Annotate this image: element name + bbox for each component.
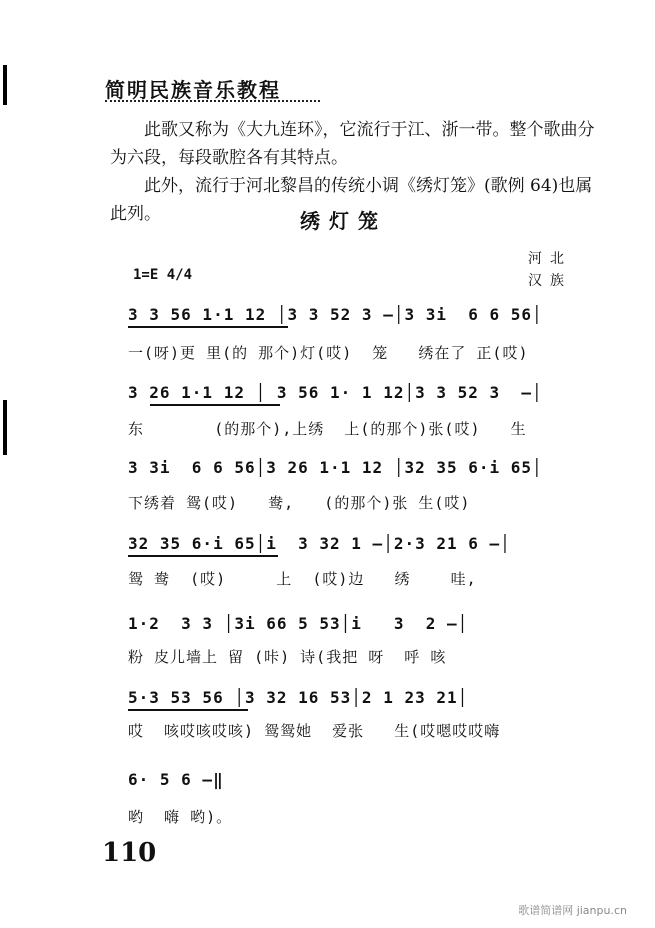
notation-line-4: 32 35 6·i 65│i 3 32 1 —│2·3 21 6 —│ xyxy=(128,534,511,553)
beam xyxy=(128,709,248,711)
beam xyxy=(150,404,280,406)
paragraph-1: 此歌又称为《大九连环》，它流行于江、浙一带。整个歌曲分为六段，每段歌腔各有其特点。 xyxy=(110,120,595,168)
watermark: 歌谱简谱网 jianpu.cn xyxy=(518,904,627,917)
lyric-line-6: 哎 咳哎咳哎咳) 鸳鸳她 爱张 生(哎嗯哎哎嗨 xyxy=(128,722,501,740)
key-signature: 1=E 4/4 xyxy=(133,267,193,283)
running-header: 简明民族音乐教程 xyxy=(105,78,281,102)
scan-edge-bar-top xyxy=(3,65,7,105)
region-ethnicity: 汉族 xyxy=(528,273,572,289)
lyric-line-1: 一(呀)更 里(的 那个)灯(哎) 笼 绣在了 正(哎) xyxy=(128,344,529,362)
notation-line-6: 5·3 53 56 │3 32 16 53│2 1 23 21│ xyxy=(128,688,469,707)
lyric-line-2: 东 (的那个),上绣 上(的那个)张(哎) 生 xyxy=(128,420,527,438)
paragraph-2: 此外，流行于河北黎昌的传统小调《绣灯笼》(歌例 64)也属此列。 xyxy=(110,176,593,224)
lyric-line-3: 下绣着 鸳(哎) 鸯, (的那个)张 生(哎) xyxy=(128,494,471,512)
song-title: 绣灯笼 xyxy=(300,209,387,233)
notation-line-3: 3 3i 6 6 56│3 26 1·1 12 │32 35 6·i 65│ xyxy=(128,458,543,477)
notation-line-2: 3 26 1·1 12 │ 3 56 1· 1 12│3 3 52 3 —│ xyxy=(128,383,543,402)
lyric-line-4: 鸳 鸯 (哎) 上 (哎)边 绣 哇, xyxy=(128,570,477,588)
scan-edge-bar-bottom xyxy=(3,400,7,455)
lyric-line-7: 哟 嗨 哟)。 xyxy=(128,808,233,826)
notation-line-5: 1·2 3 3 │3i 66 5 53│i 3 2 —│ xyxy=(128,614,469,633)
lyric-line-5: 粉 皮儿墙上 留 (咔) 诗(我把 呀 呼 咳 xyxy=(128,648,447,666)
region-province: 河北 xyxy=(528,251,572,267)
page-number: 110 xyxy=(102,838,157,868)
beam xyxy=(128,326,288,328)
beam xyxy=(128,555,278,557)
notation-line-7: 6· 5 6 —‖ xyxy=(128,770,224,789)
header-rule xyxy=(105,100,320,102)
notation-line-1: 3 3 56 1·1 12 │3 3 52 3 —│3 3i 6 6 56│ xyxy=(128,305,543,324)
